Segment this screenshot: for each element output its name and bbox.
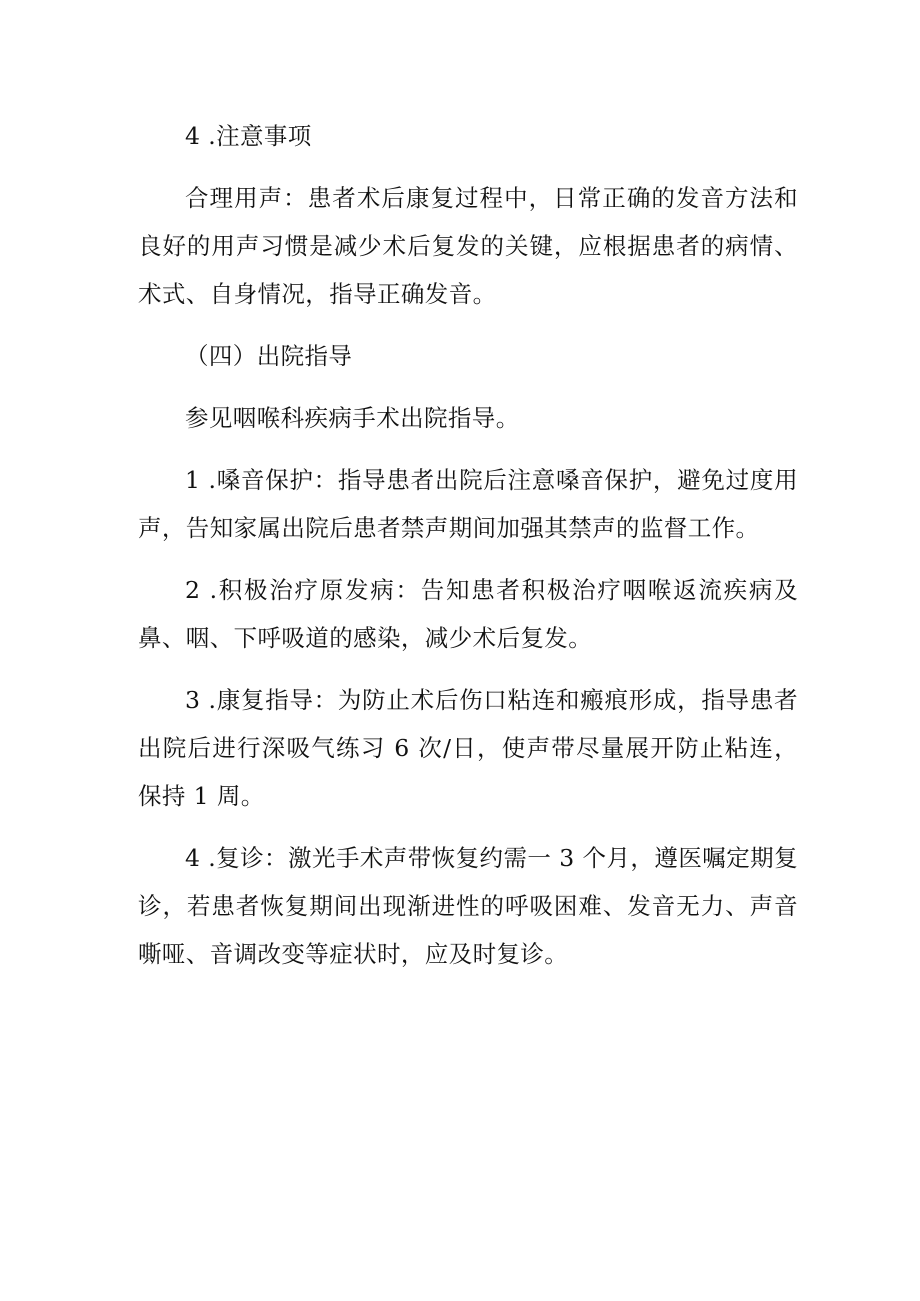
section-heading-notes: 4 .注意事项 bbox=[185, 122, 312, 150]
section-heading-discharge: （四）出院指导 bbox=[185, 342, 353, 370]
list-item-follow-up: 4 .复诊：激光手术声带恢复约需一 3 个月，遵医嘱定期复诊，若患者恢复期间出现渐进性的呼吸困难、发音无力、声音嘶哑、音调改变等症状时，应及时复诊。 bbox=[138, 844, 798, 968]
list-item-voice-protection: 1 .嗓音保护：指导患者出院后注意嗓音保护，避免过度用声，告知家属出院后患者禁声期间加强其禁声的监督工作。 bbox=[138, 466, 798, 542]
list-item-treat-primary-disease: 2 .积极治疗原发病：告知患者积极治疗咽喉返流疾病及鼻、咽、下呼吸道的感染，减少术后复发。 bbox=[138, 576, 798, 652]
paragraph-discharge-reference: 参见咽喉科疾病手术出院指导。 bbox=[185, 404, 520, 432]
document-body bbox=[138, 112, 798, 992]
paragraph-voice-use: 合理用声：患者术后康复过程中，日常正确的发音方法和良好的用声习惯是减少术后复发的关键，应根据患者的病情、术式、自身情况，指导正确发音。 bbox=[138, 184, 798, 308]
list-item-rehab-guidance: 3 .康复指导：为防止术后伤口粘连和瘢痕形成，指导患者出院后进行深吸气练习 6 次/日，使声带尽量展开防止粘连，保持 1 周。 bbox=[138, 686, 798, 810]
